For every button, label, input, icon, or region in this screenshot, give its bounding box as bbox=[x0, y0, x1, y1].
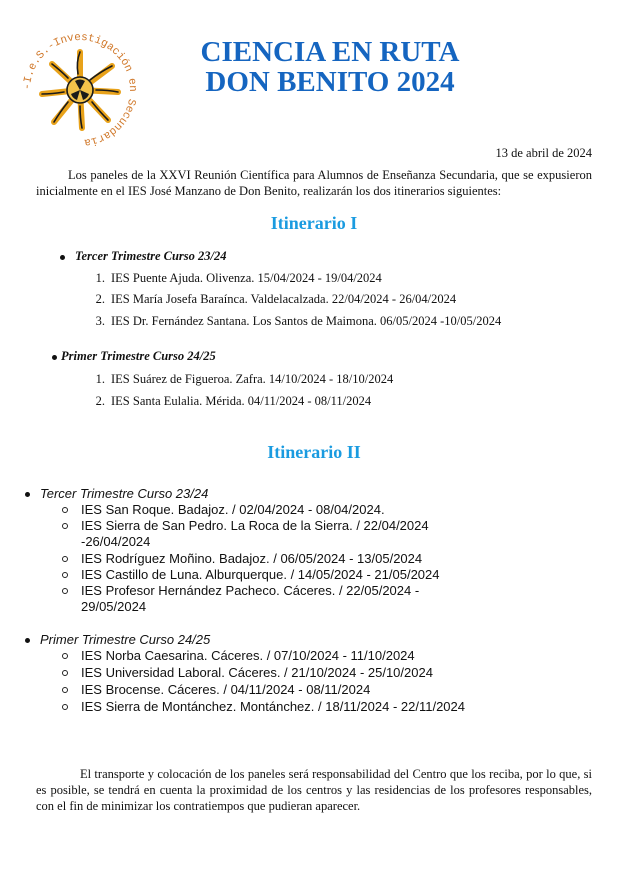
list-item: 1. IES Puente Ajuda. Olivenza. 15/04/2024 - 19/04/2024 bbox=[95, 271, 382, 285]
ies-logo bbox=[20, 30, 140, 150]
list-item: IES Castillo de Luna. Alburquerque. / 14/05/2024 - 21/05/2024 bbox=[62, 567, 462, 583]
circle-bullet-icon bbox=[62, 588, 68, 594]
circle-bullet-icon bbox=[62, 670, 68, 676]
title-line-2: DON BENITO 2024 bbox=[205, 66, 455, 98]
itinerario-1-group-2-label: Primer Trimestre Curso 24/25 bbox=[52, 349, 216, 364]
closing-paragraph: El transporte y colocación de los paneles será responsabilidad del Centro que los reciba, por lo que, si es posible, se tendrá en cuenta la proximidad de los centros y las residencias de los profesores responsables, con el fin de minimizar los contratiempos que pudieran aparecer. bbox=[36, 767, 592, 813]
document-date: 13 de abril de 2024 bbox=[495, 146, 592, 160]
list-item: 1. IES Suárez de Figueroa. Zafra. 14/10/2024 - 18/10/2024 bbox=[95, 372, 394, 386]
list-item: IES Sierra de Montánchez. Montánchez. / 18/11/2024 - 22/11/2024 bbox=[62, 699, 482, 715]
itinerario-2-heading: Itinerario II bbox=[267, 442, 361, 462]
logo-arc-text: -I.e.S.-Investigación en Secundaria bbox=[21, 31, 139, 148]
circle-bullet-icon bbox=[62, 687, 68, 693]
itinerario-2-group-1-label: Tercer Trimestre Curso 23/24 bbox=[25, 486, 208, 501]
bullet-icon bbox=[25, 638, 30, 643]
list-item: 2. IES María Josefa Baraínca. Valdelacalzada. 22/04/2024 - 26/04/2024 bbox=[95, 292, 457, 306]
list-item: IES Norba Caesarina. Cáceres. / 07/10/2024 - 11/10/2024 bbox=[62, 648, 462, 664]
list-item: IES Rodríguez Moñino. Badajoz. / 06/05/2024 - 13/05/2024 bbox=[62, 551, 462, 567]
title-line-1: CIENCIA EN RUTA bbox=[200, 36, 460, 68]
list-item: IES Sierra de San Pedro. La Roca de la Sierra. / 22/04/2024 -26/04/2024 bbox=[62, 518, 442, 550]
bullet-icon bbox=[52, 355, 57, 360]
circle-bullet-icon bbox=[62, 704, 68, 710]
itinerario-1-group-1-label: Tercer Trimestre Curso 23/24 bbox=[60, 249, 227, 264]
sun-logo-icon bbox=[20, 30, 140, 150]
intro-paragraph: Los paneles de la XXVI Reunión Científica para Alumnos de Enseñanza Secundaria, que se expusieron inicialmente en el IES José Manzano de Don Benito, realizarán los dos itinerarios siguientes: bbox=[36, 168, 592, 198]
circle-bullet-icon bbox=[62, 572, 68, 578]
list-item: IES Universidad Laboral. Cáceres. / 21/10/2024 - 25/10/2024 bbox=[62, 665, 462, 681]
bullet-icon bbox=[25, 492, 30, 497]
circle-bullet-icon bbox=[62, 653, 68, 659]
list-item: IES San Roque. Badajoz. / 02/04/2024 - 08/04/2024. bbox=[62, 502, 462, 518]
itinerario-1-heading: Itinerario I bbox=[270, 213, 358, 233]
bullet-icon bbox=[60, 255, 65, 260]
list-item: 3. IES Dr. Fernández Santana. Los Santos de Maimona. 06/05/2024 -10/05/2024 bbox=[95, 314, 502, 328]
list-item: IES Profesor Hernández Pacheco. Cáceres. / 22/05/2024 - 29/05/2024 bbox=[62, 583, 422, 615]
list-item: IES Brocense. Cáceres. / 04/11/2024 - 08/11/2024 bbox=[62, 682, 462, 698]
circle-bullet-icon bbox=[62, 556, 68, 562]
circle-bullet-icon bbox=[62, 507, 68, 513]
itinerario-2-group-2-label: Primer Trimestre Curso 24/25 bbox=[25, 632, 210, 647]
list-item: 2. IES Santa Eulalia. Mérida. 04/11/2024 - 08/11/2024 bbox=[95, 394, 372, 408]
circle-bullet-icon bbox=[62, 523, 68, 529]
page-title bbox=[160, 37, 500, 97]
